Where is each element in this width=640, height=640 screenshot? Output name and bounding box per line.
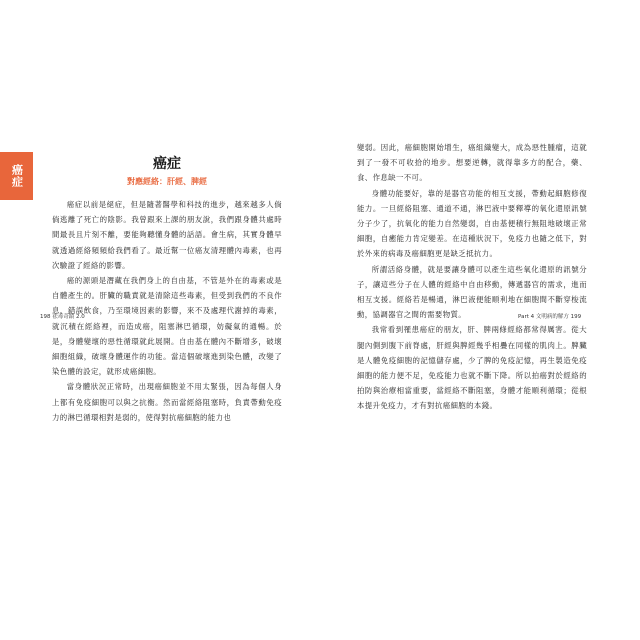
left-paragraph-3: 當身體狀況正常時，出現癌細胞並不用太緊張，因為每個人身上都有免疫細胞可以與之抗衡。然而當經絡阻塞時，負責帶動免疫力的淋巴循環相對是弱的，使得對抗癌細胞的能力也	[52, 382, 282, 422]
right-paragraph-4: 我常看到罹患癌症的朋友，肝、脾兩條經絡都常得厲害。從大腿內側到腹下前脊處，肝經與脾經幾乎相疊在同樣的肌肉上。脾臟是人體免疫細胞的記憶儲存處，少了脾的免疫記憶，再生製造免疫細胞的能力便不足，免疫能力也就不斷下降。所以拍癌對於經絡的拍防與治療相當重要，當經絡不斷阻塞，身體才能順利循環；從根本提升免疫力，才有對抗癌細胞的本錢。	[357, 325, 587, 411]
left-page-footer: 198 祛毒奇蹟 2.0	[40, 314, 85, 320]
right-paragraph-2: 身體功能要好，靠的是器官功能的相互支援，帶動起細胞修復能力。一旦經絡阻塞、通道不通，淋巴液中要釋導的氧化還原訊號分子少了，抗氧化的能力自然變弱，自由基便積行無阻地破壞正常細胞，自癒能力肯定變差。在這種狀況下，免疫力也隨之低下，對於外來的病毒及癌細胞更是缺乏抵抗力。	[357, 188, 587, 259]
chapter-title: 癌症	[153, 156, 181, 172]
left-paragraph-1: 癌症以前是絕症，但是隨著醫學和科技的進步，越來越多人倘倘逃離了死亡的陰影。我曾跟來上課的朋友說，我們跟身體共處時間最長且片刻不離，要能夠聽懂身體的話語。會生病，其實身體早就透過經絡頻頻給我們看了。最近幫一位癌友清理體內毒素，也再次驗證了經絡的影響。	[52, 200, 282, 270]
left-page	[52, 140, 282, 520]
right-page	[357, 140, 587, 520]
right-paragraph-3: 所謂活絡身體，就是要讓身體可以產生這些氧化還原的訊號分子，讓這些分子在人體的經絡中自由移動，傳遞器官的需求，進而相互支援。經絡若是暢通，淋巴液便能順利地在細胞間不斷穿梭流動，協調器官之間的需要物質。	[357, 264, 587, 320]
chapter-side-tab[interactable]: 癌症	[0, 152, 33, 200]
left-paragraph-2: 癌的源頭是潛藏在我們身上的自由基，不管是外在的毒素或是自體產生的。肝臟的職責就是清除這些毒素，但受到我們的不良作息、錯誤飲食，乃至環境因素的影響，來不及處理代謝掉的毒素，就沉積在經絡裡，而造成癌，阻塞淋巴循環，妨礙氣的通暢。於是，身體變壞的惡性循環就此展開。自由基在體內不斷增多，破壞細胞組織，破壞身體運作的功能。當這個破壞進到染色體，改變了染色體的設定，就形成癌細胞。	[52, 276, 282, 377]
right-paragraph-1: 變弱。因此，癌細胞開始增生，癌組織變大，成為惡性腫瘤，這就到了一發不可收拾的地步。想要逆轉，就得靠多方的配合，藥、食、作息缺一不可。	[357, 143, 587, 183]
chapter-subtitle: 對應經絡：肝經、脾經	[127, 176, 207, 186]
right-page-footer: Part 4 文明病的解方 199	[518, 314, 582, 320]
